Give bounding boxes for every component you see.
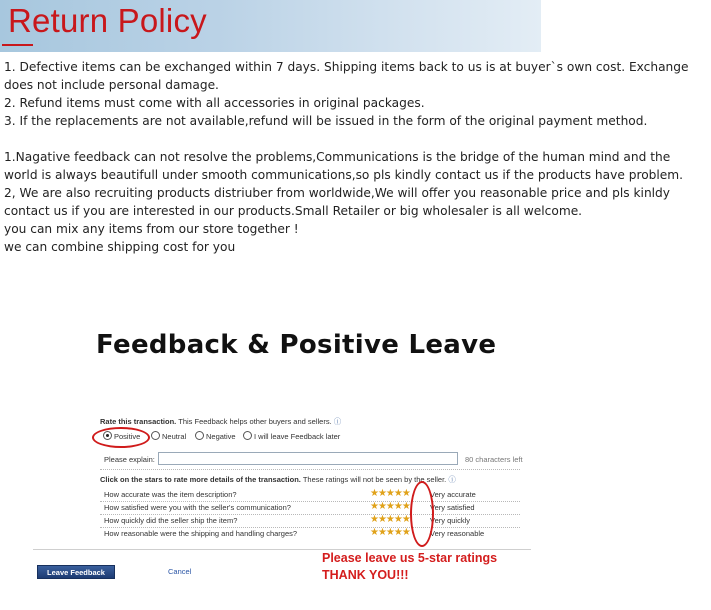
explain-label: Please explain: [104, 455, 155, 464]
policy-line: contact us if you are interested in our products.Small Retailer or big wholesaler is all welcome. [4, 204, 583, 218]
banner-title: Return Policy [8, 2, 207, 39]
policy-line: 1.Nagative feedback can not resolve the problems,Communications is the bridge of the human mind and the [4, 150, 671, 164]
rating-label: Very reasonable [430, 529, 485, 538]
question-shipping-speed: How quickly did the seller ship the item? [104, 516, 238, 525]
star-rating-accurate[interactable]: ★★★★★ [370, 488, 410, 499]
divider [100, 501, 520, 502]
help-icon[interactable]: ⓘ [333, 417, 342, 426]
rate-label: Rate this transaction. [100, 417, 177, 426]
positive-highlight-circle [92, 427, 150, 448]
rate-hint: This Feedback helps other buyers and sellers. [178, 417, 332, 426]
divider [100, 527, 520, 528]
policy-line: we can combine shipping cost for you [4, 240, 236, 254]
policy-line: you can mix any items from our store together ! [4, 222, 299, 236]
policy-line: 3. If the replacements are not available,refund will be issued in the form of the original payment method. [4, 114, 648, 128]
rating-label: Very satisfied [430, 503, 475, 512]
star-rating-communication[interactable]: ★★★★★ [370, 501, 410, 512]
policy-line: 2, We are also recruiting products distriuber from worldwide,We will offer you reasonable price and pls kinldy [4, 186, 671, 200]
policy-line: world is always beautifull under smooth communications,so pls kindly contact us if the products have problem. [4, 168, 684, 182]
question-communication: How satisfied were you with the seller's communication? [104, 503, 291, 512]
policy-line: 1. Defective items can be exchanged within 7 days. Shipping items back to us is at buyer`s own cost. Exchange [4, 60, 689, 74]
radio-negative[interactable] [195, 431, 204, 440]
star-rating-shipping-speed[interactable]: ★★★★★ [370, 514, 410, 525]
stars-instruction [100, 474, 456, 485]
note-line: Please leave us 5-star ratings [322, 551, 498, 565]
option-label: Negative [206, 432, 236, 441]
five-star-request-note [322, 550, 497, 584]
policy-line: 2. Refund items must come with all accessories in original packages. [4, 96, 425, 110]
help-icon[interactable]: ⓘ [448, 475, 456, 484]
chars-left: 80 characters left [465, 455, 523, 464]
policy-line: does not include personal damage. [4, 78, 219, 92]
option-label: I will leave Feedback later [254, 432, 341, 441]
radio-later[interactable] [243, 431, 252, 440]
star-rating-shipping-charges[interactable]: ★★★★★ [370, 527, 410, 538]
leave-feedback-button[interactable]: Leave Feedback [37, 565, 115, 579]
option-negative[interactable] [195, 431, 236, 441]
option-label: Neutral [162, 432, 187, 441]
option-later[interactable] [243, 431, 340, 441]
note-line: THANK YOU!!! [322, 568, 409, 582]
radio-neutral[interactable] [151, 431, 160, 440]
option-neutral[interactable] [151, 431, 186, 441]
feedback-heading: Feedback & Positive Leave [96, 330, 497, 360]
divider [100, 514, 520, 515]
stars-instruction-hint: These ratings will not be seen by the seller. [302, 475, 447, 484]
explain-input[interactable] [158, 452, 458, 465]
question-shipping-charges: How reasonable were the shipping and handling charges? [104, 529, 298, 538]
rate-transaction-label [100, 416, 341, 427]
cancel-link[interactable]: Cancel [168, 567, 192, 576]
divider [100, 469, 520, 470]
option-label: Positive [114, 432, 141, 441]
question-accurate: How accurate was the item description? [104, 490, 237, 499]
rating-label: Very accurate [430, 490, 476, 499]
stars-instruction-bold: Click on the stars to rate more details of the transaction. [100, 475, 301, 484]
rating-label: Very quickly [430, 516, 471, 525]
stars-highlight-oval [410, 481, 434, 547]
